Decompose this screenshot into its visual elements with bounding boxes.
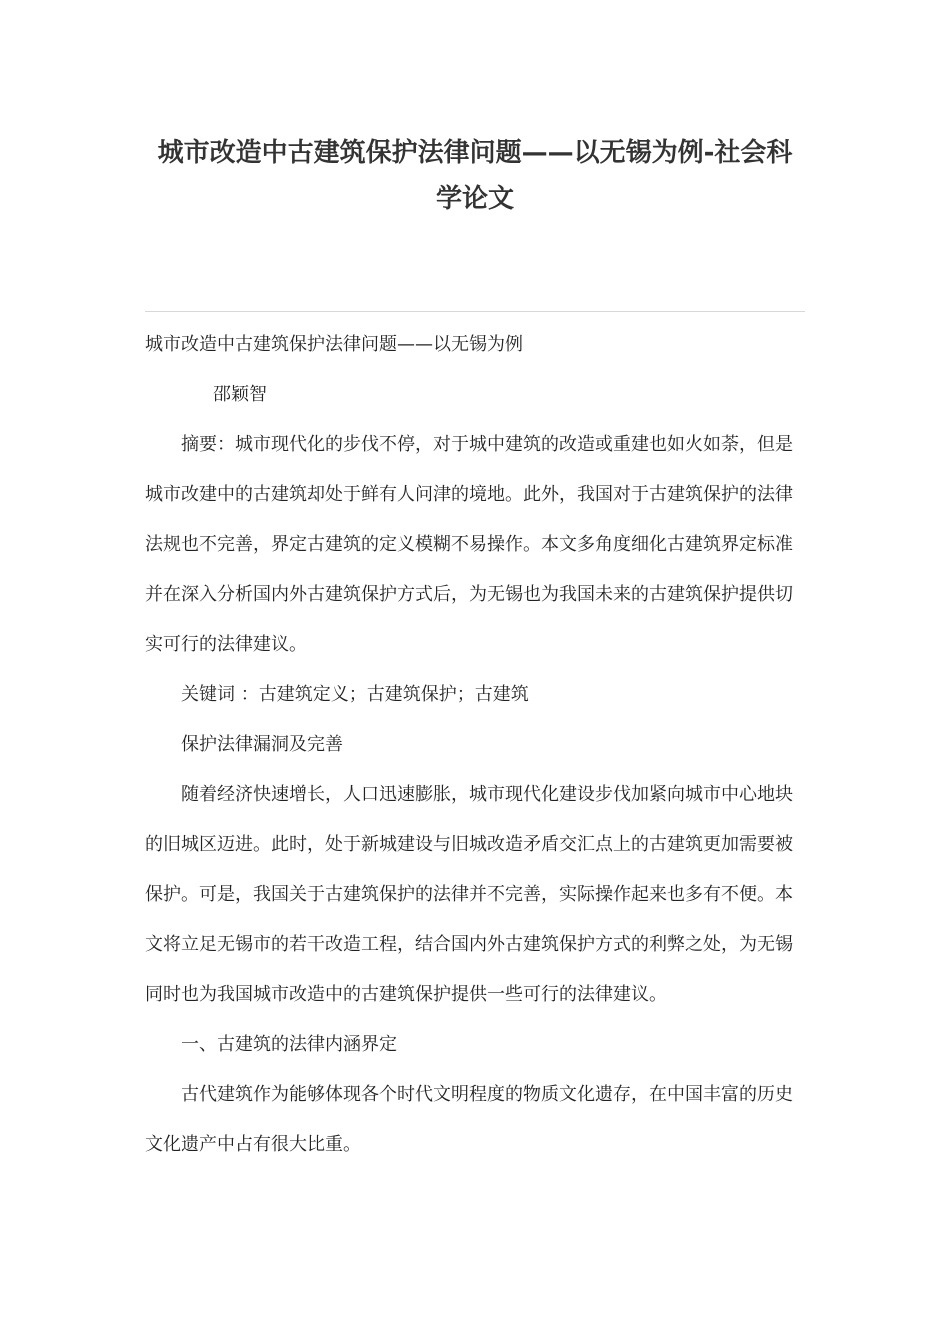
keywords-line: 关键词 ：古建筑定义；古建筑保护；古建筑 [181, 684, 529, 705]
document-body [145, 320, 805, 1170]
keywords-continuation: 保护法律漏洞及完善 [181, 734, 343, 755]
document-title: 城市改造中古建筑保护法律问题——以无锡为例-社会科学论文 [157, 138, 793, 214]
title-divider [145, 311, 805, 312]
section-1-paragraph: 古代建筑作为能够体现各个时代文明程度的物质文化遗存，在中国丰富的历史文化遗产中占有很大比重。 [145, 1084, 793, 1155]
abstract-paragraph: 摘要：城市现代化的步伐不停，对于城中建筑的改造或重建也如火如荼，但是城市改建中的古建筑却处于鲜有人问津的境地。此外，我国对于古建筑保护的法律法规也不完善，界定古建筑的定义模糊不易操作。本文多角度细化古建筑界定标准并在深入分析国内外古建筑保护方式后，为无锡也为我国未来的古建筑保护提供切实可行的法律建议。 [145, 434, 793, 655]
article-subtitle: 城市改造中古建筑保护法律问题——以无锡为例 [145, 334, 523, 355]
author-name: 邵颖智 [213, 384, 267, 405]
section-heading-1: 一、古建筑的法律内涵界定 [181, 1034, 397, 1055]
intro-paragraph: 随着经济快速增长，人口迅速膨胀，城市现代化建设步伐加紧向城市中心地块的旧城区迈进。此时，处于新城建设与旧城改造矛盾交汇点上的古建筑更加需要被保护。可是，我国关于古建筑保护的法律并不完善，实际操作起来也多有不便。本文将立足无锡市的若干改造工程，结合国内外古建筑保护方式的利弊之处，为无锡同时也为我国城市改造中的古建筑保护提供一些可行的法律建议。 [145, 784, 793, 1005]
